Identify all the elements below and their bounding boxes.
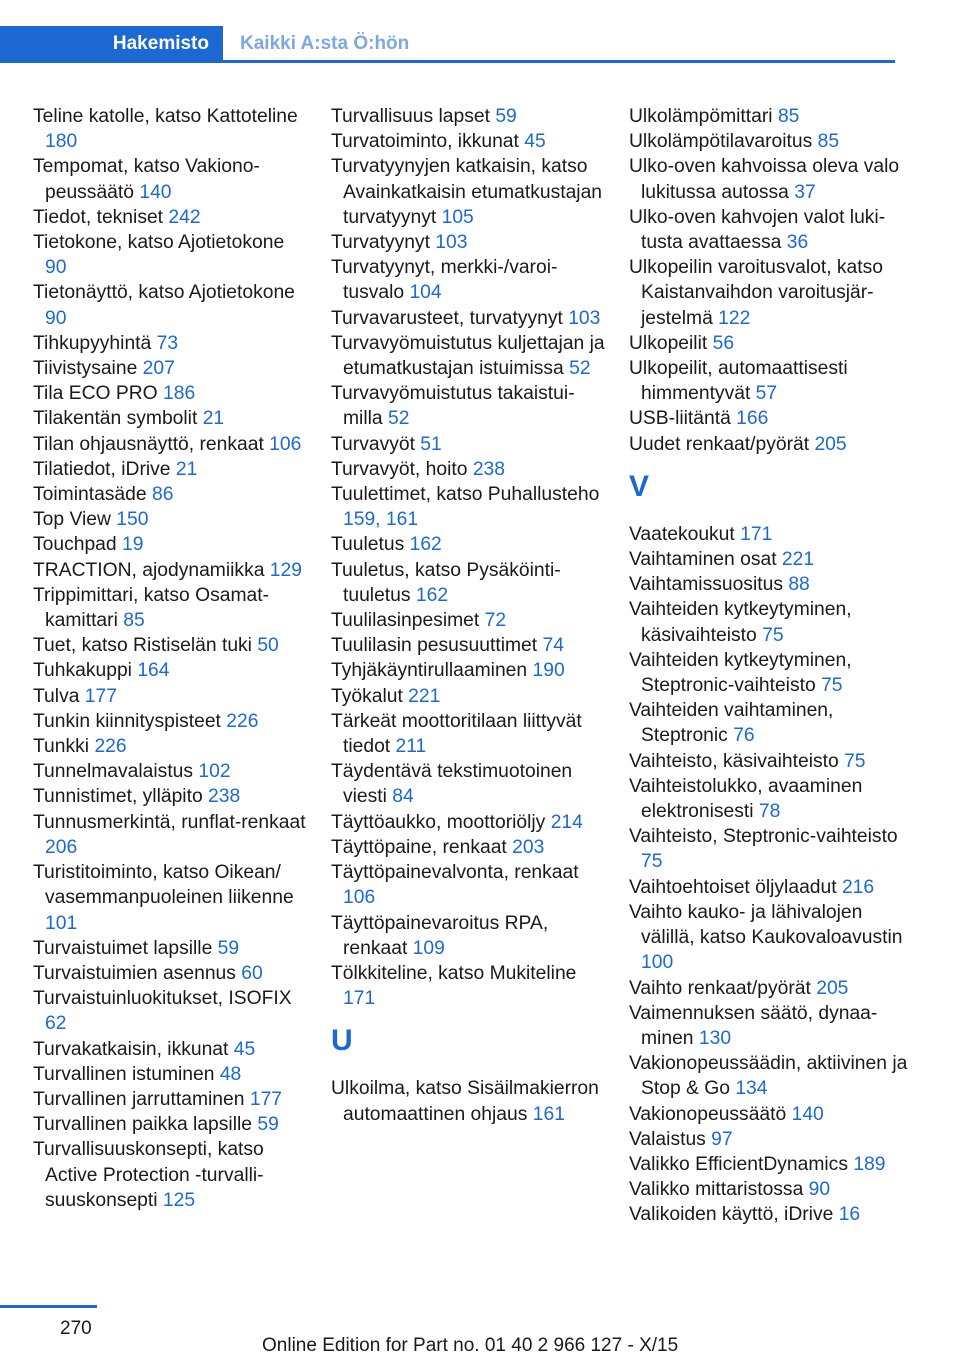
index-term: Tunkin kiinnityspisteet <box>33 710 221 732</box>
index-term: Turvakatkaisin, ikkunat <box>33 1038 229 1060</box>
index-entry <box>331 457 606 482</box>
page-reference-link[interactable]: 62 <box>45 1013 67 1035</box>
index-term: Vaihteistolukko, avaaminen elektronisesti <box>629 775 863 823</box>
index-entry <box>331 860 606 910</box>
page-reference-link[interactable]: 159, 161 <box>343 509 419 531</box>
index-term: Turvatoiminto, ikkunat <box>331 131 519 153</box>
index-term: Ulkopeilit, automaattisesti himmentyvät <box>629 358 848 405</box>
page-reference-link[interactable]: 177 <box>249 1088 283 1110</box>
section-letter: V <box>629 469 650 503</box>
index-term: Tuulilasinpesimet <box>331 610 480 632</box>
index-entry <box>629 205 919 255</box>
page-reference-link[interactable]: 134 <box>735 1078 768 1100</box>
page-reference-link[interactable]: 106 <box>343 887 376 909</box>
index-term: Tilan ohjausnäyttö, renkaat <box>33 433 264 455</box>
page-reference-link[interactable]: 129 <box>269 559 302 581</box>
index-entry <box>33 1112 308 1137</box>
index-term: USB-liitäntä <box>629 408 731 430</box>
index-entry <box>629 522 919 547</box>
page-reference-link[interactable]: 109 <box>412 937 445 959</box>
index-entry <box>331 835 606 860</box>
page-reference-link[interactable]: 75 <box>762 624 784 646</box>
page-reference-link[interactable]: 86 <box>151 484 174 506</box>
index-entry <box>331 255 606 305</box>
page-reference-link[interactable]: 226 <box>226 710 259 732</box>
index-term: Vakionopeussäätö <box>629 1103 787 1125</box>
index-term: Turvallinen istuminen <box>33 1063 215 1085</box>
index-term: Työkalut <box>331 685 403 707</box>
index-term: Trippimittari, katso Osamatkamittari <box>33 584 270 632</box>
index-term: Vaatekoukut <box>629 523 735 545</box>
index-term: Touchpad <box>33 534 117 556</box>
index-entry <box>331 432 606 457</box>
index-term: Valikko EfficientDynamics <box>629 1153 848 1175</box>
index-entry <box>629 875 919 900</box>
index-entry <box>331 104 606 129</box>
page-reference-link[interactable]: 72 <box>484 610 507 632</box>
index-term: Vaihto renkaat/pyörät <box>629 977 811 999</box>
index-term: Turvavarusteet, turvatyynyt <box>331 307 563 329</box>
index-entry <box>33 810 308 860</box>
page-reference-link[interactable]: 75 <box>641 851 663 873</box>
index-term: Tölkkiteline, katso Mukiteline <box>331 962 577 984</box>
page-reference-link[interactable]: 90 <box>808 1179 831 1201</box>
index-entry <box>629 648 919 698</box>
index-entry <box>629 572 919 597</box>
index-entry <box>629 432 919 457</box>
index-entry <box>33 280 308 330</box>
index-entry <box>331 1076 606 1126</box>
index-entry <box>331 129 606 154</box>
page-reference-link[interactable]: 203 <box>512 836 545 858</box>
index-term: Tuet, katso Ristiselän tuki <box>33 635 252 657</box>
index-term: Ulkoilma, katso Sisäilmakierron automaattinen ohjaus <box>331 1078 599 1125</box>
edition-note: Online Edition for Part no. 01 40 2 966 127 - X/15 <box>262 1335 679 1356</box>
page-reference-link[interactable]: 100 <box>641 952 674 974</box>
page-reference-link[interactable]: 75 <box>821 675 843 697</box>
index-term: Vakionopeussäädin, aktiivinen ja Stop & Go <box>629 1053 908 1100</box>
page-reference-link[interactable]: 59 <box>217 937 240 959</box>
page-reference-link[interactable]: 48 <box>219 1063 242 1085</box>
page-reference-link[interactable]: 162 <box>415 584 449 606</box>
index-entry <box>33 684 308 709</box>
index-term: Tunnelmavalaistus <box>33 761 194 783</box>
index-entry <box>331 961 606 1011</box>
index-term: Turvavyömuistutus takaistuimilla <box>331 383 575 430</box>
index-entry <box>33 381 308 406</box>
index-entry <box>629 698 919 748</box>
index-entry <box>331 381 606 431</box>
index-term: Toimintasäde <box>33 484 147 506</box>
index-term: Ulko-oven kahvoissa oleva valo lukitussa autossa <box>629 156 900 203</box>
index-entry <box>33 986 308 1036</box>
header-rule <box>0 60 895 63</box>
page-reference-link[interactable]: 57 <box>755 383 778 405</box>
page-header <box>0 26 895 62</box>
index-entry <box>33 1037 308 1062</box>
page-reference-link[interactable]: 242 <box>168 206 201 228</box>
page-number: 270 <box>60 1318 92 1339</box>
index-entry <box>629 774 919 824</box>
page-reference-link[interactable]: 177 <box>84 685 117 707</box>
index-entry <box>331 810 606 835</box>
page-reference-link[interactable]: 189 <box>853 1153 886 1175</box>
index-term: Tilatiedot, iDrive <box>33 458 171 480</box>
index-term: Tilakentän symbolit <box>33 408 198 430</box>
page-reference-link[interactable]: 45 <box>233 1038 256 1060</box>
index-entry <box>33 633 308 658</box>
index-entry <box>33 1087 308 1112</box>
index-entry <box>629 900 919 976</box>
page-reference-link[interactable]: 205 <box>814 433 847 455</box>
page-reference-link[interactable]: 16 <box>838 1204 861 1226</box>
page-reference-link[interactable]: 130 <box>698 1027 732 1049</box>
index-entry <box>33 507 308 532</box>
index-term: Ulko-oven kahvojen valot lukitusta avattaessa <box>629 206 886 254</box>
index-entry <box>33 356 308 381</box>
page-reference-link[interactable]: 21 <box>175 458 198 480</box>
index-entry <box>629 547 919 572</box>
page-reference-link[interactable]: 85 <box>817 131 840 153</box>
index-term: Turvallisuus lapset <box>331 106 490 127</box>
index-entry <box>33 583 308 633</box>
index-term: Vaihteisto, käsivaihteisto <box>629 750 839 772</box>
page-reference-link[interactable]: 45 <box>524 131 546 153</box>
index-entry <box>33 1137 308 1213</box>
page-reference-link[interactable]: 221 <box>408 685 441 707</box>
page-reference-link[interactable]: 104 <box>409 282 442 304</box>
index-term: Ulkolämpötilavaroitus <box>629 131 813 153</box>
page-reference-link[interactable]: 19 <box>121 534 144 556</box>
index-entry <box>33 709 308 734</box>
index-term: Turvaistuinluokitukset, ISOFIX <box>33 988 292 1010</box>
page-reference-link[interactable]: 161 <box>532 1103 565 1125</box>
index-entry <box>629 356 919 406</box>
page-reference-link[interactable]: 37 <box>794 181 816 203</box>
index-term: Tuuletus <box>331 534 405 556</box>
page-reference-link[interactable]: 85 <box>777 106 800 127</box>
index-entry <box>331 558 606 608</box>
page-reference-link[interactable]: 226 <box>94 736 127 758</box>
index-term: Turistitoiminto, katso Oikean/ vasemmanpuoleinen liikenne <box>33 862 294 909</box>
index-term: Turvavyöt <box>331 433 415 455</box>
page-reference-link[interactable]: 166 <box>736 408 769 430</box>
index-term: Vaihteiden kytkeytyminen, käsivaihteisto <box>629 599 852 646</box>
index-entry <box>331 482 606 532</box>
page-reference-link[interactable]: 140 <box>791 1103 824 1125</box>
page-reference-link[interactable]: 59 <box>257 1114 279 1136</box>
page-reference-link[interactable]: 84 <box>392 786 414 808</box>
page-reference-link[interactable]: 125 <box>162 1189 196 1211</box>
index-term: Turvatyynyt <box>331 232 430 254</box>
index-term: Vaimennuksen säätö, dynaaminen <box>629 1002 878 1049</box>
index-entry <box>629 1102 919 1127</box>
index-term: Tempomat, katso Vakionopeussäätö <box>33 156 260 203</box>
index-entry <box>33 558 308 583</box>
index-term: Turvaistuimien asennus <box>33 962 236 984</box>
page-reference-link[interactable]: 238 <box>208 786 241 808</box>
page-reference-link[interactable]: 103 <box>568 307 601 329</box>
index-term: Tila ECO PRO <box>33 383 158 405</box>
page-reference-link[interactable]: 150 <box>116 509 149 531</box>
index-entry <box>629 129 919 154</box>
index-column-1 <box>33 104 308 1213</box>
index-term: Vaihteisto, Steptronic-vaihteisto <box>629 826 898 848</box>
index-entry <box>33 759 308 784</box>
index-entry <box>331 154 606 230</box>
index-entry <box>331 633 606 658</box>
index-term: Teline katolle, katso Kattoteline <box>33 106 298 127</box>
page-reference-link[interactable]: 105 <box>441 206 474 228</box>
page-reference-link[interactable]: 52 <box>569 358 591 380</box>
index-entry <box>629 331 919 356</box>
index-term: Ulkolämpömittari <box>629 106 773 127</box>
index-term: Täyttöpainevalvonta, renkaat <box>331 862 579 884</box>
index-entry <box>331 306 606 331</box>
index-entry <box>629 749 919 774</box>
index-term: Tunnistimet, ylläpito <box>33 786 203 808</box>
index-entry <box>331 608 606 633</box>
page-reference-link[interactable]: 206 <box>45 836 78 858</box>
page-reference-link[interactable]: 103 <box>435 232 468 254</box>
index-term: Tunkki <box>33 736 90 758</box>
index-term: Tuuletus, katso Pysäköintituuletus <box>331 559 561 606</box>
page-reference-link[interactable]: 85 <box>123 610 145 632</box>
index-term: Valikoiden käyttö, iDrive <box>629 1204 834 1226</box>
index-term: Tietonäyttö, katso Ajotietokone <box>33 282 295 304</box>
index-term: Tärkeät moottoritilaan liittyvät tiedot <box>331 710 582 758</box>
page-reference-link[interactable]: 140 <box>139 181 172 203</box>
page-reference-link[interactable]: 211 <box>395 736 427 758</box>
page-reference-link[interactable]: 97 <box>711 1128 733 1150</box>
index-term: Täyttöpainevaroitus RPA, renkaat <box>331 912 549 959</box>
index-term: Tuulettimet, katso Puhallusteho <box>331 484 600 506</box>
page-reference-link[interactable]: 76 <box>733 725 755 747</box>
index-entry <box>331 230 606 255</box>
page-reference-link[interactable]: 171 <box>740 523 773 545</box>
index-entry <box>629 104 919 129</box>
index-term: Vaihtaminen osat <box>629 549 777 571</box>
page-reference-link[interactable]: 205 <box>816 977 849 999</box>
index-column-3 <box>629 104 919 1228</box>
index-entry <box>629 255 919 331</box>
index-entry <box>33 532 308 557</box>
index-term: Vaihto kauko- ja lähivalojen välillä, katso Kaukovaloavustin <box>629 901 903 949</box>
index-term: Turvallinen paikka lapsille <box>33 1114 252 1136</box>
page-reference-link[interactable]: 238 <box>472 458 505 480</box>
index-term: Tiedot, tekniset <box>33 206 164 228</box>
index-entry <box>33 1062 308 1087</box>
index-term: Täydentävä tekstimuotoinen viesti <box>331 761 573 808</box>
index-entry <box>33 230 308 280</box>
index-term: Turvaistuimet lapsille <box>33 937 213 959</box>
index-term: Valikko mittaristossa <box>629 1179 804 1201</box>
index-term: Tiivistysaine <box>33 358 138 380</box>
page-reference-link[interactable]: 214 <box>550 811 583 833</box>
page-reference-link[interactable]: 51 <box>420 433 442 455</box>
index-term: Tuulilasin pesusuuttimet <box>331 635 538 657</box>
page-reference-link[interactable]: 186 <box>163 383 196 405</box>
index-entry <box>33 734 308 759</box>
index-entry <box>33 331 308 356</box>
index-entry <box>629 154 919 204</box>
index-entry <box>33 784 308 809</box>
page-reference-link[interactable]: 221 <box>781 549 815 571</box>
index-entry <box>629 824 919 874</box>
page-reference-link[interactable]: 164 <box>137 660 170 682</box>
index-term: Turvallinen jarruttaminen <box>33 1088 245 1110</box>
index-entry <box>33 406 308 431</box>
index-entry <box>33 432 308 457</box>
page-reference-link[interactable]: 190 <box>532 660 565 682</box>
index-term: Ulkopeilin varoitusvalot, katso Kaistanvaihdon varoitusjärjestelmä <box>629 257 883 329</box>
index-entry <box>33 205 308 230</box>
index-entry <box>629 1202 919 1227</box>
page-reference-link[interactable]: 122 <box>718 307 751 329</box>
page-reference-link[interactable]: 207 <box>142 358 175 380</box>
index-entry <box>331 532 606 557</box>
index-entry <box>33 658 308 683</box>
page-reference-link[interactable]: 74 <box>542 635 564 657</box>
index-term: Turvallisuuskonsepti, katso Active Protection -turvallisuuskonsepti <box>33 1139 264 1211</box>
index-entry <box>629 1177 919 1202</box>
index-term: Täyttöaukko, moottoriöljy <box>331 811 546 833</box>
page-reference-link[interactable]: 75 <box>844 750 866 772</box>
page-reference-link[interactable]: 106 <box>269 433 302 455</box>
index-term: Tuhkakuppi <box>33 660 132 682</box>
index-term: Vaihtamissuositus <box>629 574 783 596</box>
page-reference-link[interactable]: 73 <box>156 332 179 354</box>
index-term: Uudet renkaat/pyörät <box>629 433 810 455</box>
page-reference-link[interactable]: 101 <box>45 912 78 934</box>
index-term: Turvatyynyjen katkaisin, katso Avainkatkaisin etumatkustajan turvatyynyt <box>331 156 603 228</box>
page-reference-link[interactable]: 90 <box>45 307 67 329</box>
index-term: Turvatyynyt, merkki-/varoitusvalo <box>331 257 558 304</box>
index-entry <box>33 154 308 204</box>
page-reference-link[interactable]: 50 <box>257 635 279 657</box>
index-entry <box>629 976 919 1001</box>
page-reference-link[interactable]: 36 <box>786 232 809 254</box>
index-entry <box>629 1127 919 1152</box>
page-reference-link[interactable]: 21 <box>202 408 225 430</box>
index-term: Tyhjäkäyntirullaaminen <box>331 660 528 682</box>
index-term: Vaihteiden vaihtaminen, Steptronic <box>629 700 834 747</box>
index-term: Top View <box>33 509 111 531</box>
index-entry <box>33 860 308 936</box>
index-term: Vaihteiden kytkeytyminen, Steptronic-vaihteisto <box>629 649 852 697</box>
index-entry <box>629 1001 919 1051</box>
index-entry <box>33 457 308 482</box>
page-reference-link[interactable]: 90 <box>45 257 67 279</box>
index-term: Tihkupyyhintä <box>33 332 152 354</box>
page-reference-link[interactable]: 88 <box>788 574 810 596</box>
index-entry <box>33 104 308 154</box>
page-reference-link[interactable]: 216 <box>841 876 875 898</box>
index-entry <box>33 936 308 961</box>
index-term: Vaihtoehtoiset öljylaadut <box>629 876 837 898</box>
index-entry <box>629 406 919 431</box>
index-term: Valaistus <box>629 1128 706 1150</box>
index-entry <box>331 684 606 709</box>
index-entry <box>629 1051 919 1101</box>
tab-kaikki-a-o[interactable]: Kaikki A:sta Ö:hön <box>240 33 410 54</box>
tab-hakemisto[interactable]: Hakemisto <box>0 26 223 62</box>
index-entry <box>33 961 308 986</box>
index-term: TRACTION, ajodynamiikka <box>33 559 265 581</box>
index-entry <box>331 658 606 683</box>
index-term: Turvavyömuistutus kuljettajan ja etumatkustajan istuimissa <box>331 332 605 380</box>
index-entry <box>33 482 308 507</box>
index-term: Ulkopeilit <box>629 332 708 354</box>
index-column-2 <box>331 104 606 1127</box>
page-reference-link[interactable]: 162 <box>409 534 442 556</box>
index-entry <box>629 597 919 647</box>
index-term: Tulva <box>33 685 80 707</box>
index-entry <box>629 1152 919 1177</box>
page-reference-link[interactable]: 60 <box>241 962 263 984</box>
index-entry <box>331 709 606 759</box>
page-reference-link[interactable]: 59 <box>495 106 517 127</box>
footer-rule <box>0 1305 97 1308</box>
page-reference-link[interactable]: 171 <box>343 988 376 1010</box>
index-term: Tunnusmerkintä, runflat-renkaat <box>33 811 306 833</box>
page-reference-link[interactable]: 180 <box>45 131 78 153</box>
index-term: Täyttöpaine, renkaat <box>331 836 507 858</box>
index-term: Tietokone, katso Ajotietokone <box>33 232 285 254</box>
page-reference-link[interactable]: 102 <box>198 761 231 783</box>
index-entry <box>331 331 606 381</box>
index-entry <box>331 759 606 809</box>
page-reference-link[interactable]: 52 <box>388 408 410 430</box>
page-reference-link[interactable]: 56 <box>712 332 735 354</box>
section-letter: U <box>331 1024 353 1058</box>
index-term: Turvavyöt, hoito <box>331 458 468 480</box>
page-reference-link[interactable]: 78 <box>758 801 781 823</box>
index-entry <box>331 911 606 961</box>
